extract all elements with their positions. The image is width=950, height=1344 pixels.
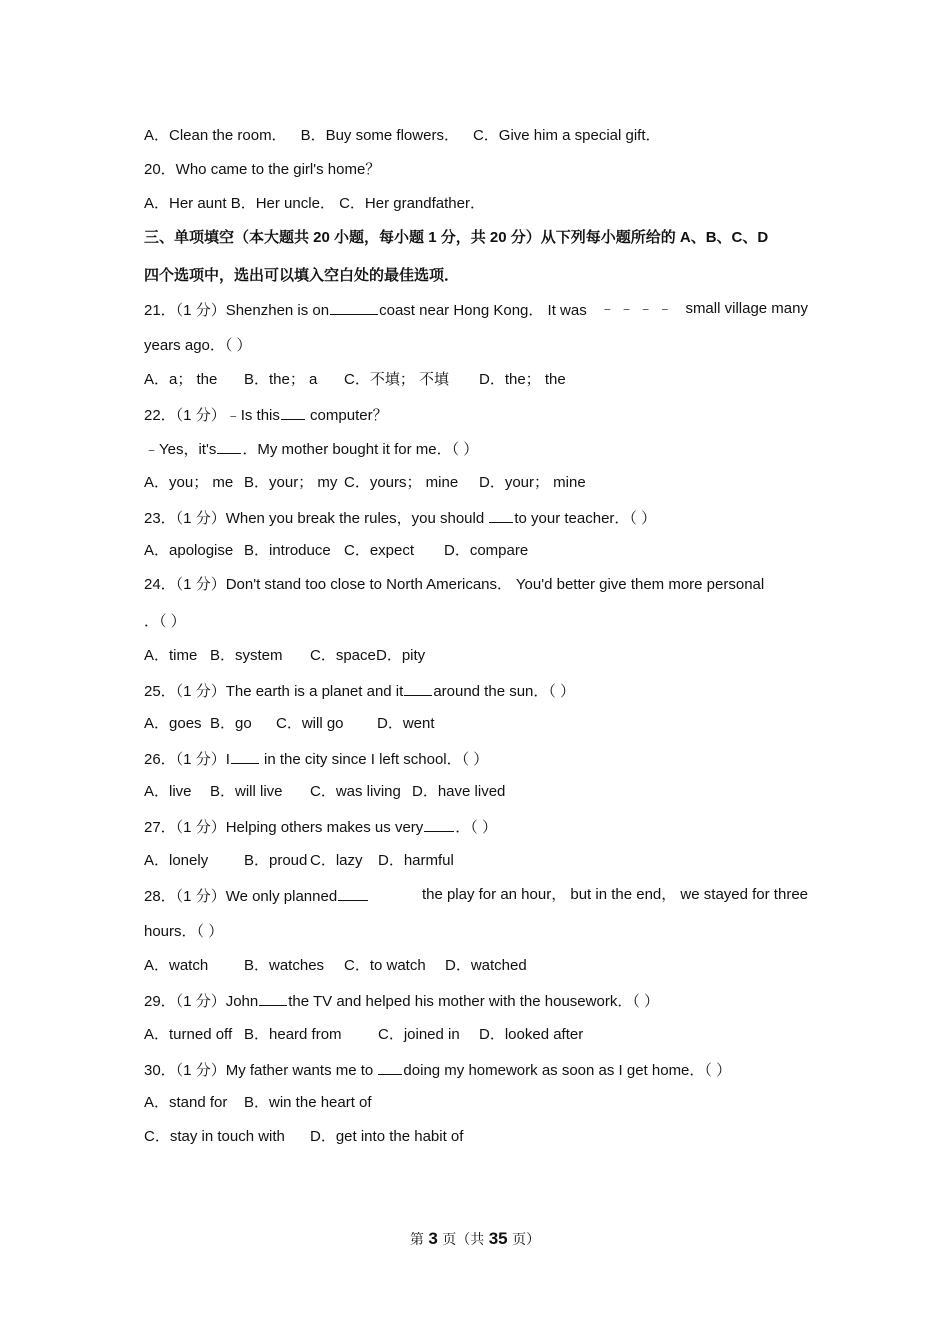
q24-option-c: C．space <box>310 647 376 664</box>
question-22: 22．（1 分）﹣Is this computer？ <box>144 404 808 426</box>
q21-option-d: D．the； the <box>479 371 566 388</box>
q19-option-c: C．Give him a special gift． <box>472 127 661 144</box>
question-28-cont: hours．（ ） <box>144 923 224 940</box>
question-30: 30．（1 分）My father wants me to doing my homework as soon as I get home．（ ） <box>144 1059 808 1081</box>
q30-option-d: D．get into the habit of <box>310 1128 464 1145</box>
q29-option-a: A．turned off <box>144 1026 233 1043</box>
q22-option-a: A．you； me <box>144 474 234 491</box>
question-20: 20．Who came to the girl's home？ <box>144 161 381 178</box>
q25-option-a: A．goes <box>144 715 202 732</box>
q29-option-d: D．looked after <box>479 1026 584 1043</box>
q24-option-a: A．time <box>144 647 198 664</box>
q28-option-b: B．watches <box>244 957 325 974</box>
q27-option-d: D．harmful <box>378 852 454 869</box>
answer-blank <box>231 748 259 764</box>
q30-option-a: A．stand for <box>144 1094 228 1111</box>
q29-option-c: C．joined in <box>378 1026 460 1043</box>
q22-option-d: D．your； mine <box>479 474 586 491</box>
q24-option-d: D．pity <box>376 647 426 664</box>
q23-option-d: D．compare <box>444 542 529 559</box>
answer-blank <box>217 438 241 454</box>
q27-option-a: A．lonely <box>144 852 209 869</box>
q25-option-b: B．go <box>210 715 252 732</box>
answer-blank <box>378 1059 402 1075</box>
q26-option-d: D．have lived <box>412 783 506 800</box>
q30-option-b: B．win the heart of <box>244 1094 372 1111</box>
q21-stem: 21．（1 分）Shenzhen is on coast near Hong Kong． It was <box>144 299 587 321</box>
q19-options <box>144 126 808 146</box>
question-21-cont: years ago．（ ） <box>144 337 252 354</box>
answer-blank <box>424 816 454 832</box>
question-27: 27．（1 分）Helping others makes us very ．（ ） <box>144 816 808 838</box>
answer-blank <box>281 404 305 420</box>
answer-blank <box>330 299 378 315</box>
q23-option-c: C．expect <box>344 542 415 559</box>
q28-option-d: D．watched <box>445 957 527 974</box>
total-page-count: 35 <box>488 1229 508 1248</box>
question-25: 25．（1 分）The earth is a planet and it around the sun．（ ） <box>144 680 808 702</box>
question-28: 28．（1 分）We only planned the play for an hour， but in the end， we stayed for three <box>144 886 808 905</box>
q26-option-b: B．will live <box>210 783 283 800</box>
question-20-options: A．Her aunt B．Her uncle． C．Her grandfather． <box>144 195 485 212</box>
q21-tail: small village many <box>685 300 808 317</box>
answer-blank <box>338 885 368 901</box>
q25-option-d: D．went <box>377 715 435 732</box>
q19-option-a: A．Clean the room． <box>144 127 287 144</box>
q23-option-b: B．introduce <box>244 542 331 559</box>
section-title-line-1: 三、单项填空（本大题共 20 小题，每小题 1 分，共 20 分）从下列每小题所给的 A、B、C、D <box>144 229 769 246</box>
question-24-cont: ．（ ） <box>144 613 186 630</box>
q26-option-c: C．was living <box>310 783 401 800</box>
question-21 <box>144 299 808 321</box>
question-23: 23．（1 分）When you break the rules，you should to your teacher．（ ） <box>144 507 808 529</box>
q26-option-a: A．live <box>144 783 192 800</box>
question-24: 24．（1 分）Don't stand too close to North Americans． You'd better give them more personal <box>144 576 765 593</box>
q28-option-c: C．to watch <box>344 957 426 974</box>
q25-option-c: C．will go <box>276 715 344 732</box>
q21-option-c: C．不填； 不填 <box>344 371 450 388</box>
q21-option-b: B．the； a <box>244 371 318 388</box>
section-title-line-2: 四个选项中，选出可以填入空白处的最佳选项． <box>144 267 460 284</box>
q27-option-c: C．lazy <box>310 852 363 869</box>
q19-option-b: B．Buy some flowers． <box>300 127 459 144</box>
q28-option-a: A．watch <box>144 957 209 974</box>
q22-option-b: B．your； my <box>244 474 338 491</box>
current-page-number: 3 <box>428 1229 438 1248</box>
q23-option-a: A．apologise <box>144 542 234 559</box>
q27-option-b: B．proud <box>244 852 308 869</box>
answer-blank <box>489 507 513 523</box>
q21-dashes: ﹣ ﹣ ﹣ ﹣ <box>599 300 673 317</box>
q24-option-b: B．system <box>210 647 283 664</box>
question-22-line-2: ﹣Yes，it's ．My mother bought it for me．（ ） <box>144 438 808 460</box>
q22-option-c: C．yours； mine <box>344 474 459 491</box>
question-26: 26．（1 分）I in the city since I left school．（ ） <box>144 748 808 770</box>
q21-option-a: A．a； the <box>144 371 218 388</box>
q29-option-b: B．heard from <box>244 1026 342 1043</box>
question-29: 29．（1 分）John the TV and helped his mother with the housework．（ ） <box>144 990 808 1012</box>
answer-blank <box>259 990 287 1006</box>
q30-option-c: C．stay in touch with <box>144 1128 285 1145</box>
page-footer: 第 3 页（共 35 页） <box>409 1229 541 1248</box>
answer-blank <box>404 680 432 696</box>
